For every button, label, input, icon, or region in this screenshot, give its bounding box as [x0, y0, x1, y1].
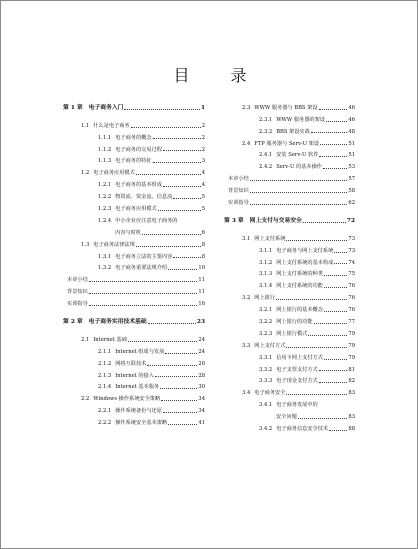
toc-column-left [63, 99, 205, 426]
toc-entry-label: 实训指导 [228, 200, 249, 207]
toc-entry-number: 2.2.1 [98, 408, 112, 415]
toc-entry [224, 194, 355, 206]
toc-leader-dots [153, 162, 201, 163]
toc-entry-number: 2.1.2 [98, 360, 112, 367]
toc-entry-label: 安全问题 [276, 414, 297, 421]
toc-entry [224, 384, 355, 396]
toc-entry-label: 网上银行的基本概念 [276, 307, 323, 314]
toc-leader-dots [131, 127, 201, 128]
toc-entry-number: 3.1.1 [259, 247, 273, 254]
toc-page-number: 53 [348, 164, 355, 171]
toc-entry [63, 141, 205, 153]
toc-entry-number: 3.4.2 [259, 426, 273, 433]
toc-leader-dots [324, 287, 347, 288]
toc-entry-label: 电子现金支付方式 [276, 378, 318, 385]
toc-leader-dots [136, 174, 201, 175]
toc-entry-label: 电子商务入门 [88, 104, 124, 111]
toc-entry [224, 254, 355, 266]
toc-entry-label: 操作系统安全基本策略 [115, 420, 168, 427]
toc-entry-label: 背景知识 [67, 289, 88, 296]
toc-leader-dots [311, 132, 348, 133]
toc-entry-number: 2.4 [242, 140, 251, 147]
toc-leader-dots [286, 394, 347, 395]
toc-page-number: 2 [201, 146, 205, 153]
toc-page-number: 34 [198, 408, 205, 415]
toc-entry [224, 420, 355, 432]
toc-leader-dots [319, 109, 348, 110]
toc-entry-label: 电子支票支付方式 [276, 366, 318, 373]
toc-entry-label: 背景知识 [228, 188, 249, 195]
toc-entry-label: 网上支付系统的种类 [276, 271, 323, 278]
toc-entry-label: 网上银行模式 [276, 330, 308, 337]
toc-entry-number: 1.1 [81, 122, 90, 129]
toc-entry-label: Internet 基本服务 [115, 384, 160, 391]
toc-entry [224, 349, 355, 361]
toc-page-number: 30 [198, 384, 205, 391]
toc-entry-number: 1.1.3 [98, 158, 112, 165]
toc-entry-label: 网上银行 [254, 295, 276, 302]
toc-entry [63, 379, 205, 391]
toc-entry-label: 操作系统备份与还原 [115, 408, 162, 415]
toc-page-number: 83 [348, 390, 355, 397]
toc-page-number: 1 [200, 104, 205, 111]
toc-entry [224, 158, 355, 170]
toc-entry-label: 电子商务的特征 [115, 158, 152, 165]
toc-page-number: 16 [198, 301, 205, 308]
toc-entry-number: 2.2 [81, 396, 90, 403]
toc-entry-number: 2.1.4 [98, 384, 112, 391]
toc-entry [63, 355, 205, 367]
toc-entry [224, 325, 355, 337]
toc-entry-label: 电子商务重要法规介绍 [115, 265, 168, 272]
toc-leader-dots [298, 418, 348, 419]
toc-leader-dots [163, 186, 201, 187]
toc-entry-number: 3.3.2 [259, 366, 273, 373]
toc-page-number: 73 [348, 247, 355, 254]
toc-entry [224, 242, 355, 254]
toc-leader-dots [163, 412, 197, 413]
toc-entry [63, 153, 205, 165]
toc-entry [63, 331, 205, 343]
toc-entry-number: 2.1.3 [98, 372, 112, 379]
toc-leader-dots [334, 263, 347, 264]
toc-entry-label: 网络互联技术 [115, 360, 147, 367]
toc-leader-dots [308, 335, 347, 336]
toc-entry-label: 电子商务的交易过程 [115, 146, 162, 153]
toc-entry-label: 信用卡网上支付方式 [276, 354, 323, 361]
toc-entry [63, 343, 205, 355]
toc-entry [224, 277, 355, 289]
toc-entry-number: 3.2 [242, 295, 251, 302]
toc-leader-dots [329, 430, 347, 431]
toc-page-number: 79 [348, 330, 355, 337]
toc-entry-number: 第 2 章 [63, 319, 83, 326]
toc-entry [63, 248, 205, 260]
toc-page-number: 46 [348, 116, 355, 123]
toc-page-number: 26 [198, 360, 205, 367]
toc-entry-label: 电子商务发展中的 [276, 402, 318, 409]
toc-leader-dots [160, 388, 197, 389]
toc-entry-label: BBS 架设实战 [276, 128, 310, 135]
toc-leader-dots [276, 299, 347, 300]
toc-leader-dots [314, 323, 348, 324]
toc-entry [224, 408, 355, 420]
toc-leader-dots [323, 168, 347, 169]
toc-leader-dots [124, 109, 199, 110]
toc-entry [63, 164, 205, 176]
toc-entry-label: 本章小结 [67, 277, 88, 284]
toc-entry-number: 2.3.2 [259, 128, 273, 135]
toc-leader-dots [286, 240, 347, 241]
toc-entry [224, 266, 355, 278]
toc-entry-label: 网上支付系统 [254, 235, 286, 242]
toc-page-number: 75 [348, 271, 355, 278]
toc-chapter-entry [63, 313, 205, 325]
toc-leader-dots [168, 269, 197, 270]
toc-entry-label: 电子商务法律法规 [93, 241, 135, 248]
toc-entry-label: 电子商务立法的主要内容 [115, 253, 173, 260]
toc-entry [224, 301, 355, 313]
toc-entry-number: 3.1.4 [259, 283, 273, 290]
toc-page-number: 48 [348, 128, 355, 135]
toc-page-number: 72 [346, 217, 355, 224]
toc-leader-dots [319, 370, 348, 371]
toc-leader-dots [250, 180, 348, 181]
toc-page-number: 74 [348, 259, 355, 266]
toc-page-number: 8 [201, 241, 205, 248]
toc-page-number: 10 [198, 265, 205, 272]
toc-entry-number: 1.2 [81, 170, 90, 177]
toc-entry-label: WWW 服务器的架设 [276, 116, 325, 123]
toc-leader-dots [250, 192, 348, 193]
toc-entry-number: 1.3.1 [98, 253, 112, 260]
toc-entry-label: Serv-U 的基本操作 [276, 164, 322, 171]
toc-entry [224, 123, 355, 135]
toc-entry [63, 295, 205, 307]
toc-entry-label: 电子商务应用模式 [93, 170, 135, 177]
toc-entry-number: 2.4.2 [259, 164, 273, 171]
toc-entry-number: 2.3 [242, 104, 251, 111]
toc-leader-dots [334, 252, 347, 253]
toc-entry-label: 电子商务的基本组成 [115, 182, 162, 189]
toc-entry-number: 3.4 [242, 390, 251, 397]
toc-entry-label: 电子商务与网上支付系统 [276, 247, 334, 254]
toc-leader-dots [168, 424, 197, 425]
toc-page-number: 57 [348, 176, 355, 183]
toc-column-right [224, 99, 355, 432]
toc-entry-label: 网上支付系统的基本构成 [276, 259, 334, 266]
toc-leader-dots [173, 198, 200, 199]
toc-entry [224, 230, 355, 242]
toc-entry [224, 111, 355, 123]
toc-entry [63, 260, 205, 272]
toc-entry-number: 1.1.2 [98, 146, 112, 153]
toc-page-number: 76 [348, 295, 355, 302]
toc-entry-label: 电子商务安全 [254, 390, 286, 397]
toc-entry-label: 网上支付与交易安全 [249, 217, 302, 224]
toc-page-number: 76 [348, 307, 355, 314]
toc-entry-number: 1.2.3 [98, 206, 112, 213]
toc-entry-number: 1.3.2 [98, 265, 112, 272]
toc-entry [224, 170, 355, 182]
toc-entry [224, 396, 355, 408]
toc-page-number: 62 [348, 200, 355, 207]
toc-page-number: 77 [348, 319, 355, 326]
toc-leader-dots [173, 257, 200, 258]
toc-entry-number: 2.2.2 [98, 420, 112, 427]
toc-leader-dots [326, 121, 347, 122]
toc-page-number: 5 [201, 194, 205, 201]
toc-entry-label: 实训指导 [67, 301, 88, 308]
toc-chapter-entry [224, 212, 355, 224]
toc-entry [63, 176, 205, 188]
toc-entry-number: 3.2.3 [259, 330, 273, 337]
toc-page-number: 79 [348, 354, 355, 361]
toc-entry-number: 3.1.2 [259, 259, 273, 266]
toc-entry-number: 1.2.4 [98, 217, 112, 224]
toc-page-number: 34 [198, 396, 205, 403]
toc-entry-label: 电子商务实用技术基础 [88, 319, 147, 326]
toc-entry-label: 安装 Serv-U 软件 [276, 152, 319, 159]
toc-entry [63, 188, 205, 200]
toc-entry-number: 第 1 章 [63, 104, 83, 111]
toc-entry [224, 361, 355, 373]
toc-leader-dots [250, 204, 348, 205]
toc-leader-dots [89, 305, 198, 306]
toc-page-number: 23 [196, 319, 205, 326]
toc-page-number: 76 [348, 283, 355, 290]
toc-leader-dots [324, 359, 347, 360]
toc-entry [63, 283, 205, 295]
toc-entry [63, 402, 205, 414]
toc-entry-number: 1.1.1 [98, 134, 112, 141]
toc-page-number: 11 [198, 277, 205, 284]
toc-entry-number: 3.3 [242, 342, 251, 349]
toc-page-number: 6 [201, 229, 205, 236]
toc-entry [63, 414, 205, 426]
toc-entry [224, 337, 355, 349]
toc-page-number: 82 [348, 378, 355, 385]
toc-entry-number: 3.2.2 [259, 319, 273, 326]
toc-entry-label: 网上支付方式 [254, 342, 286, 349]
toc-entry-label: Internet 组成与发展 [115, 348, 165, 355]
toc-entry [63, 212, 205, 224]
toc-leader-dots [320, 144, 347, 145]
toc-entry [63, 129, 205, 141]
toc-leader-dots [148, 323, 196, 324]
toc-page-number: 88 [348, 426, 355, 433]
toc-entry-label: 网上支付系统的功能 [276, 283, 323, 290]
toc-entry-label: 内容与时机 [115, 229, 141, 236]
toc-entry-label: FTP 服务器与 Serv-U 架设 [254, 140, 320, 147]
toc-entry [224, 147, 355, 159]
toc-leader-dots [324, 275, 347, 276]
toc-entry-label: 物资流、资金流、信息流 [115, 194, 173, 201]
toc-page-number: 2 [201, 134, 205, 141]
toc-entry-number: 3.1.3 [259, 271, 273, 278]
toc-entry-number: 3.3.3 [259, 378, 273, 385]
toc-page-number: 4 [201, 182, 205, 189]
toc-entry-number: 2.1.1 [98, 348, 112, 355]
toc-entry [224, 135, 355, 147]
toc-entry [63, 224, 205, 236]
toc-entry-label: 电子商务应用模式 [115, 206, 157, 213]
toc-leader-dots [161, 400, 197, 401]
toc-entry-number: 2.3.1 [259, 116, 273, 123]
toc-leader-dots [163, 150, 201, 151]
toc-page-number: 46 [348, 104, 355, 111]
toc-entry [63, 200, 205, 212]
toc-entry-number: 3.3.1 [259, 354, 273, 361]
toc-page-number: 11 [198, 289, 205, 296]
toc-entry-label: 电子商务的概念 [115, 134, 152, 141]
toc-entry [63, 390, 205, 402]
toc-entry-number: 1.2.1 [98, 182, 112, 189]
toc-entry-number: 2.4.1 [259, 152, 273, 159]
toc-entry-label: WWW 服务器与 BBS 架设 [254, 104, 318, 111]
toc-page-number: 3 [201, 158, 205, 165]
toc-leader-dots [324, 311, 347, 312]
toc-leader-dots [128, 341, 198, 342]
toc-page-number: 24 [198, 348, 205, 355]
toc-entry [63, 117, 205, 129]
toc-page-number: 83 [348, 414, 355, 421]
toc-entry [63, 367, 205, 379]
toc-entry-number: 3.2.1 [259, 307, 273, 314]
toc-entry-label: 本章小结 [228, 176, 249, 183]
toc-page-number: 58 [348, 188, 355, 195]
toc-page-number: 4 [201, 170, 205, 177]
toc-entry-number: 1.3 [81, 241, 90, 248]
toc-leader-dots [303, 222, 346, 223]
toc-leader-dots [286, 347, 347, 348]
toc-entry-number: 第 3 章 [224, 217, 244, 224]
toc-entry-number: 1.2.2 [98, 194, 112, 201]
toc-entry [224, 182, 355, 194]
toc-page-number: 51 [348, 140, 355, 147]
toc-entry-label: Windows 操作系统安全策略 [93, 396, 161, 403]
toc-entry-label: 网上银行的功能 [276, 319, 313, 326]
toc-entry-number: 2.1 [81, 336, 90, 343]
toc-entry [63, 271, 205, 283]
toc-page-number: 81 [348, 366, 355, 373]
toc-entry [224, 99, 355, 111]
toc-page-number: 8 [201, 253, 205, 260]
toc-leader-dots [89, 281, 198, 282]
toc-entry-number: 3.4.1 [259, 402, 273, 409]
toc-entry-number: 3.1 [242, 235, 251, 242]
toc-leader-dots [165, 353, 197, 354]
toc-leader-dots [319, 382, 348, 383]
page-title: 目 录 [173, 66, 265, 85]
toc-page-number: 73 [348, 235, 355, 242]
toc-page-number: 79 [348, 342, 355, 349]
toc-entry [224, 373, 355, 385]
toc-page-number: 51 [348, 152, 355, 159]
toc-entry-label: 中小企业应注意电子商务的 [115, 217, 178, 224]
toc-leader-dots [319, 156, 347, 157]
toc-page-number: 41 [198, 420, 205, 427]
toc-leader-dots [155, 376, 197, 377]
toc-page-number: 5 [201, 206, 205, 213]
toc-leader-dots [136, 246, 201, 247]
toc-entry-label: Internet 基础 [93, 336, 127, 343]
toc-page-number: 28 [198, 372, 205, 379]
toc-entry [63, 236, 205, 248]
toc-chapter-entry [63, 99, 205, 111]
toc-leader-dots [142, 234, 201, 235]
toc-leader-dots [153, 138, 201, 139]
toc-page-number: 2 [201, 122, 205, 129]
toc-entry [224, 313, 355, 325]
toc-entry-label: 电子商务信息安全技术 [276, 426, 329, 433]
toc-page-number: 24 [198, 336, 205, 343]
toc-leader-dots [89, 293, 198, 294]
toc-entry-label: 什么是电子商务 [93, 122, 130, 129]
toc-entry [224, 289, 355, 301]
toc-leader-dots [147, 365, 197, 366]
toc-entry-label: Internet 的接入 [115, 372, 154, 379]
toc-leader-dots [158, 210, 201, 211]
